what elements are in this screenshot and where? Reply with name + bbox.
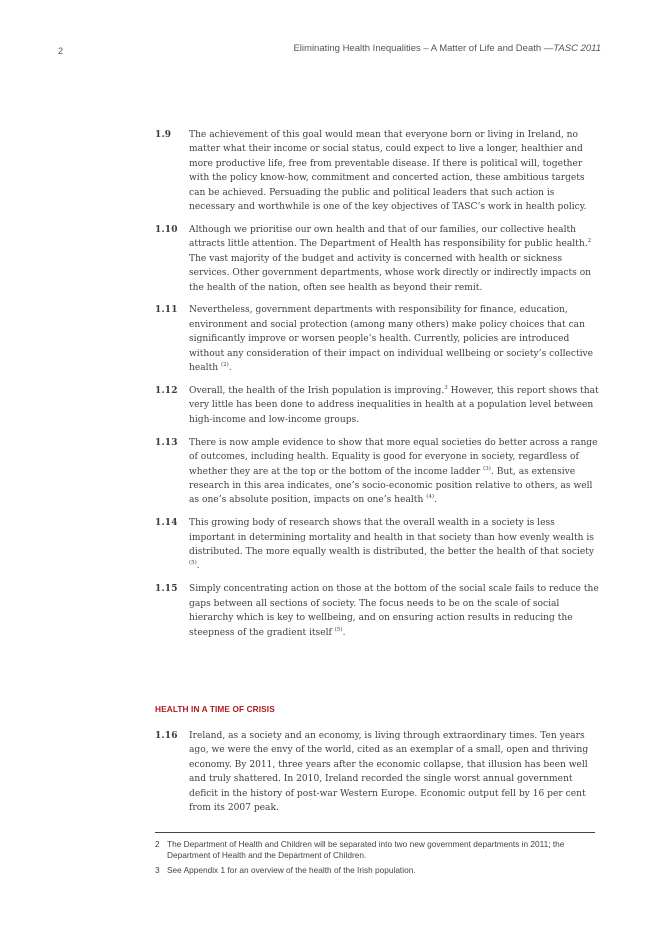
paragraph-1-11: [155, 303, 599, 375]
footnote: [155, 839, 600, 862]
page-number: 2: [58, 46, 64, 56]
text-segment: However, this report shows that very little has been done to address inequalities in health at a population level between high-income and low-income groups.: [189, 386, 599, 425]
text-segment: This growing body of research shows that the overall wealth in a society is less important in determining mortality and health in that society than how evenly wealth is distributed. The more equally wealth is distributed, the better the health of that society: [189, 518, 595, 558]
text-segment: Nevertheless, government departments with responsibility for finance, education, environment and social protection (among many others) make policy choices that can significantly improve or worsen people’s health. Currently, policies are introduced without any consideration of their impact on individual wellbeing or society’s collective health: [189, 305, 594, 374]
paragraph-1-9: [155, 128, 599, 214]
section-heading: HEALTH IN A TIME OF CRISIS: [155, 704, 275, 714]
footnote-divider: [155, 832, 595, 833]
citation-ref: (5): [334, 626, 343, 633]
paragraph-text: [189, 436, 599, 508]
text-segment: .: [434, 495, 437, 506]
footnote-text: See Appendix 1 for an overview of the health of the Irish population.: [167, 864, 416, 875]
running-header-title: Eliminating Health Inequalities – A Matter of Life and Death: [293, 43, 542, 54]
footnote-ref: 3: [444, 385, 448, 391]
footnote-text: The Department of Health and Children will be separated into two new government departments in 2011; the Department of Health and the Department of Children.: [167, 839, 565, 861]
text-segment: The vast majority of the budget and activity is concerned with health or sickness services. Other government departments, whose work directly or indirectly impacts on the health of the nation, often see health as beyond their remit.: [189, 253, 592, 293]
paragraph-number: 1.15: [155, 584, 178, 595]
text-segment: Overall, the health of the Irish population is improving.: [189, 386, 445, 396]
text-segment: There is now ample evidence to show that more equal societies do better across a range of outcomes, including health. Equality is good for everyone in society, regardless of whether they are at the top or the bottom of the income ladder: [189, 437, 598, 477]
citation-ref: (3): [483, 465, 491, 472]
running-header: [293, 43, 601, 54]
paragraph-number: 1.12: [155, 386, 178, 396]
paragraph-1-15: [155, 582, 599, 640]
paragraph-text: [189, 516, 599, 574]
paragraph-1-13: [155, 436, 599, 508]
paragraph-1-14: [155, 516, 599, 574]
paragraph-number: 1.11: [155, 305, 178, 316]
footnote-number: 2: [155, 839, 160, 849]
paragraph-1-12: [155, 384, 599, 427]
paragraph-text: The achievement of this goal would mean that everyone born or living in Ireland, no matter what their income or social status, could expect to live a longer, healthier and more productive life, free from preventable disease. If there is political will, together with the policy know-how, commitment and concerted action, these ambitious targets can be achieved. Persuading the public and political leaders that such action is necessary and worthwhile is one of the key objectives of TASC’s work in health policy.: [189, 130, 587, 213]
paragraph-number: 1.10: [155, 224, 178, 235]
text-segment: Simply concentrating action on those at the bottom of the social scale fails to reduce the gaps between all sections of society. The focus needs to be on the scale of social hierarchy which is key to wellbeing, and on ensuring action results in reducing the steepness of the gradient itself: [189, 584, 599, 638]
paragraph-text: [189, 223, 599, 295]
paragraph-text: [189, 303, 599, 375]
paragraph-text: [189, 384, 599, 427]
paragraph-1-16: [155, 729, 599, 815]
text-segment: . But, as extensive research in this area indicates, one’s socio-economic position relative to others, as well as one’s absolute position, impacts on one’s health: [189, 466, 593, 506]
paragraph-number: 1.14: [155, 518, 178, 529]
citation-ref: (4): [426, 494, 434, 501]
paragraph-1-10: [155, 223, 599, 295]
text-segment: .: [342, 627, 346, 638]
footnote-number: 3: [155, 864, 160, 875]
text-segment: Although we prioritise our own health and that of our families, our collective health attracts little attention. The Department of Health has responsibility for public health.: [189, 224, 588, 250]
footnote: [155, 865, 600, 876]
paragraph-number: 1.9: [155, 130, 172, 140]
citation-ref: (2): [220, 362, 229, 369]
section-body-text: [155, 729, 599, 824]
paragraph-text: [189, 582, 599, 640]
running-header-attribution: —TASC 2011: [543, 43, 601, 54]
footnote-ref: 2: [587, 238, 592, 245]
body-text: [155, 128, 599, 649]
paragraph-number: 1.13: [155, 437, 178, 448]
footnotes: [155, 839, 600, 879]
paragraph-text: Ireland, as a society and an economy, is living through extraordinary times. Ten years ago, we were the envy of the world, cited as an exemplar of a small, open and thriving economy. By 2011, three years after the economic collapse, that illusion has been well and truly shattered. In 2010, Ireland recorded the single worst annual government deficit in the history of post-war Western Europe. Economic output fell by 16 per cent from its 2007 peak.: [189, 731, 589, 814]
paragraph-number: 1.16: [155, 731, 178, 741]
text-segment: .: [228, 363, 232, 374]
text-segment: .: [196, 561, 200, 572]
citation-ref: (5): [189, 560, 197, 567]
